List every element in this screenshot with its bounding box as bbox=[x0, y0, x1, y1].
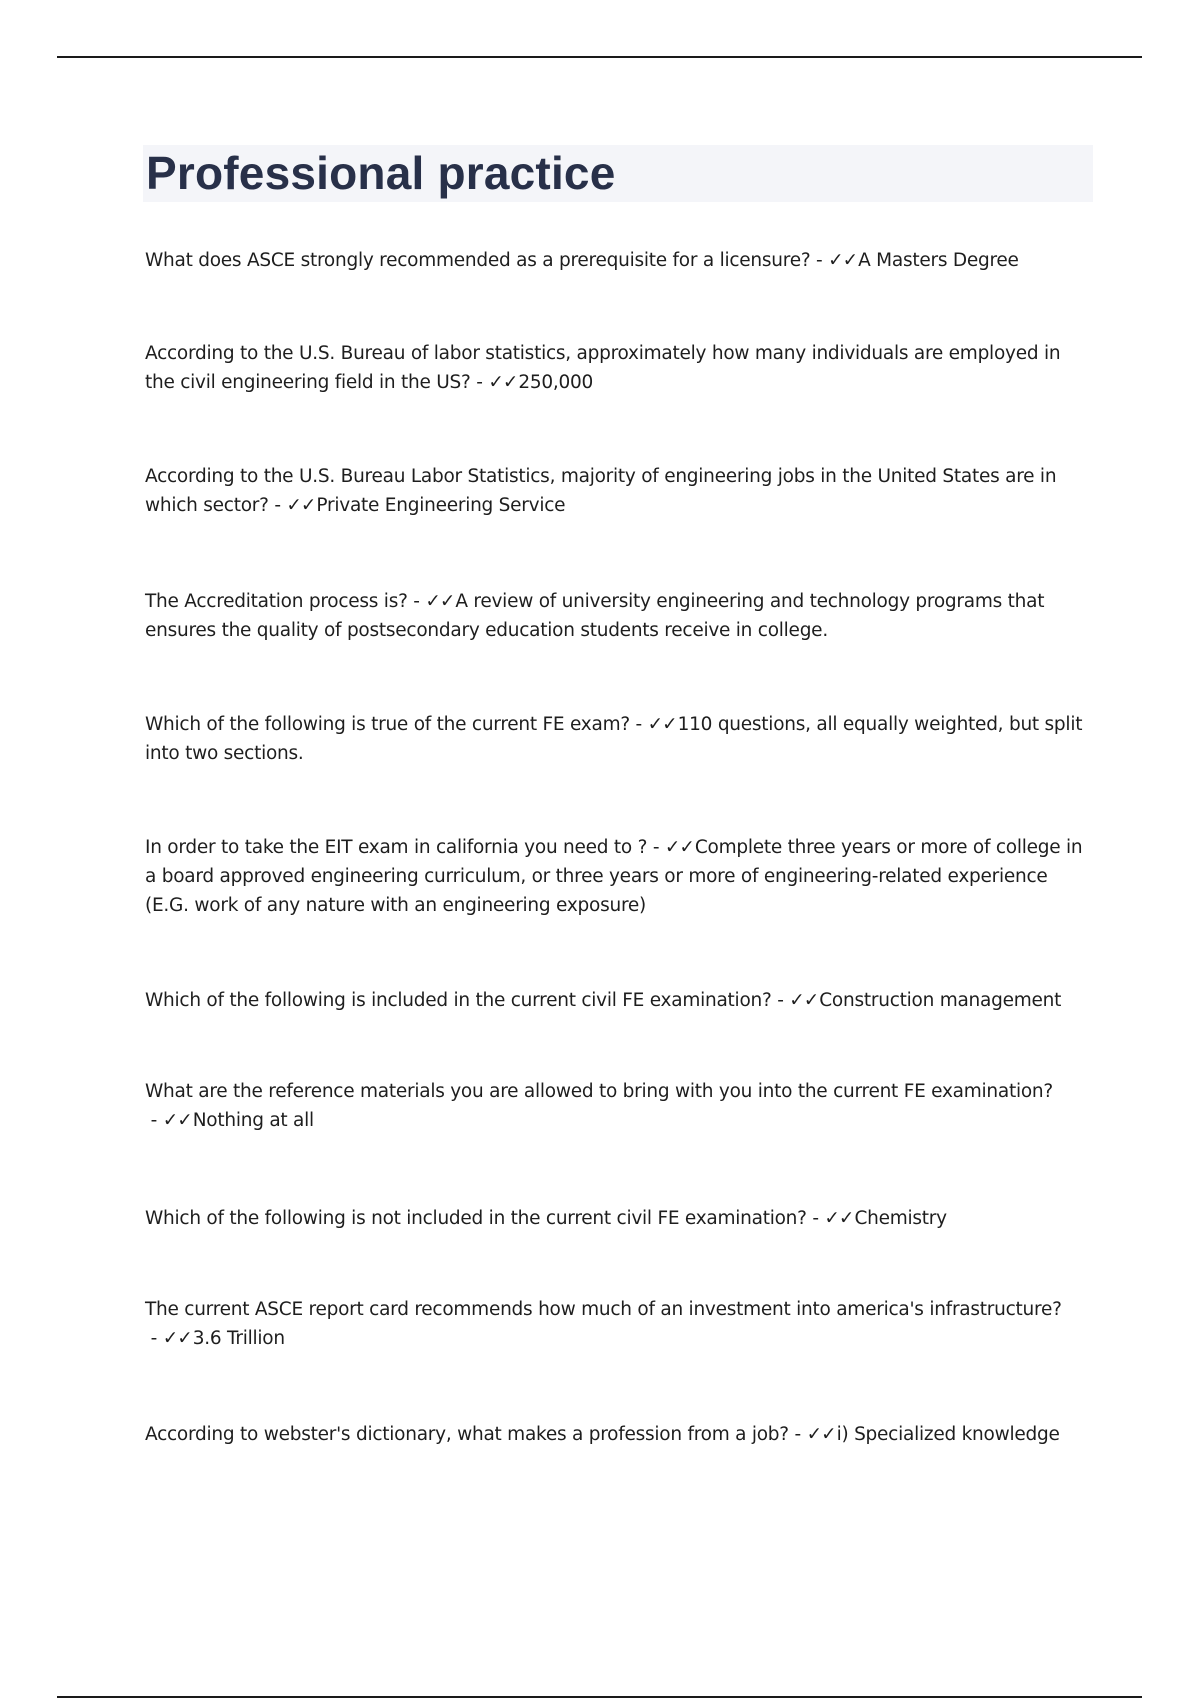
bottom-rule bbox=[57, 1696, 1142, 1698]
check-icon: ✓✓ bbox=[647, 714, 677, 735]
qa-item bbox=[145, 1295, 1095, 1353]
separator: - bbox=[145, 1110, 163, 1131]
separator: - bbox=[806, 1208, 825, 1229]
answer-text: A review of university engineering and technology programs that ensures the quality of postsecondary education students receive in college. bbox=[145, 591, 1045, 641]
check-icon: ✓✓ bbox=[789, 990, 819, 1011]
separator: - bbox=[145, 1328, 163, 1349]
separator: - bbox=[268, 495, 287, 516]
question-text: According to the U.S. Bureau Labor Statistics, majority of engineering jobs in the United States are in which sector? bbox=[145, 466, 1057, 516]
qa-item bbox=[145, 1077, 1095, 1135]
qa-item bbox=[145, 1204, 1095, 1233]
check-icon: ✓✓ bbox=[806, 1424, 836, 1445]
question-text: Which of the following is true of the current FE exam? bbox=[145, 714, 630, 735]
qa-item bbox=[145, 986, 1095, 1015]
separator: - bbox=[788, 1424, 807, 1445]
qa-item bbox=[145, 587, 1095, 645]
qa-item bbox=[145, 833, 1095, 920]
answer-text: A Masters Degree bbox=[858, 250, 1019, 271]
check-icon: ✓✓ bbox=[488, 372, 518, 393]
qa-item bbox=[145, 1420, 1095, 1449]
answer-text: 250,000 bbox=[518, 372, 594, 393]
answer-text: Construction management bbox=[819, 990, 1062, 1011]
answer-text: Chemistry bbox=[854, 1208, 947, 1229]
check-icon: ✓✓ bbox=[286, 495, 316, 516]
question-text: The Accreditation process is? bbox=[145, 591, 408, 612]
question-text: According to the U.S. Bureau of labor statistics, approximately how many individuals are employed in the civil engineering field in the US? bbox=[145, 343, 1061, 393]
answer-text: i) Specialized knowledge bbox=[836, 1424, 1060, 1445]
qa-item bbox=[145, 339, 1095, 397]
check-icon: ✓✓ bbox=[162, 1328, 192, 1349]
separator: - bbox=[647, 837, 665, 858]
question-text: In order to take the EIT exam in california you need to ? bbox=[145, 837, 648, 858]
answer-text: 110 questions, all equally weighted, but split into two sections. bbox=[145, 714, 1083, 764]
question-text: Which of the following is not included in the current civil FE examination? bbox=[145, 1208, 807, 1229]
check-icon: ✓✓ bbox=[664, 837, 694, 858]
question-text: According to webster's dictionary, what makes a profession from a job? bbox=[145, 1424, 789, 1445]
separator: - bbox=[407, 591, 426, 612]
question-text: What are the reference materials you are allowed to bring with you into the current FE examination? bbox=[145, 1081, 1053, 1102]
question-text: What does ASCE strongly recommended as a prerequisite for a licensure? bbox=[145, 250, 811, 271]
answer-text: 3.6 Trillion bbox=[192, 1328, 285, 1349]
check-icon: ✓✓ bbox=[824, 1208, 854, 1229]
check-icon: ✓✓ bbox=[425, 591, 455, 612]
answer-text: Nothing at all bbox=[192, 1110, 314, 1131]
separator: - bbox=[771, 990, 790, 1011]
check-icon: ✓✓ bbox=[828, 250, 858, 271]
qa-item bbox=[145, 710, 1095, 768]
question-text: The current ASCE report card recommends how much of an investment into america's infrastructure? bbox=[145, 1299, 1062, 1320]
qa-item bbox=[145, 246, 1095, 275]
separator: - bbox=[629, 714, 648, 735]
qa-item bbox=[145, 462, 1095, 520]
answer-text: Complete three years or more of college in a board approved engineering curriculum, or three years or more of engineering-related experience (E.G. work of any nature with an engineering exposure) bbox=[145, 837, 1083, 916]
separator: - bbox=[470, 372, 489, 393]
answer-text: Private Engineering Service bbox=[316, 495, 566, 516]
question-text: Which of the following is included in the current civil FE examination? bbox=[145, 990, 772, 1011]
check-icon: ✓✓ bbox=[162, 1110, 192, 1131]
separator: - bbox=[810, 250, 829, 271]
page-title: Professional practice bbox=[146, 147, 616, 199]
top-rule bbox=[57, 56, 1142, 58]
